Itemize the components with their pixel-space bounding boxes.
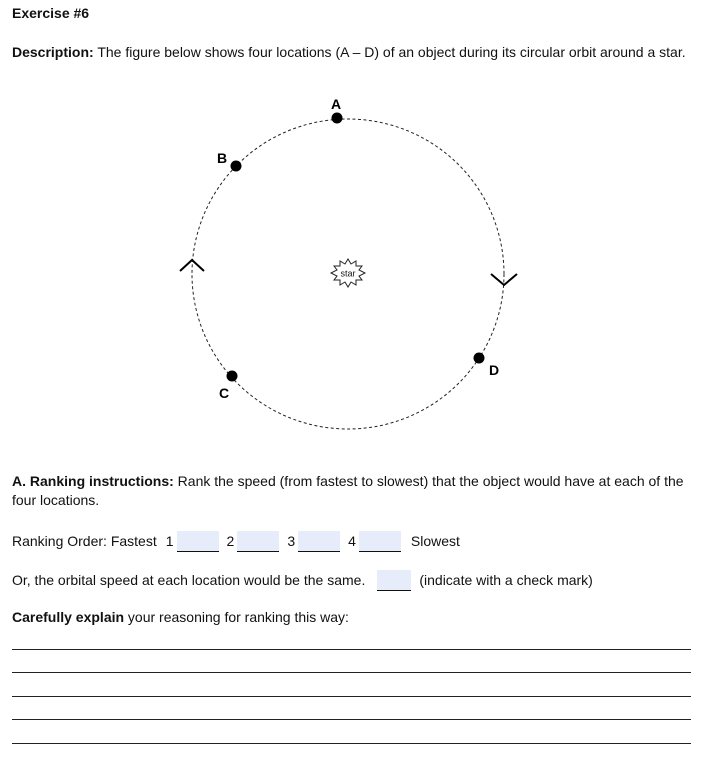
- point-b-label: B: [216, 150, 228, 166]
- answer-line-3[interactable]: [12, 696, 691, 697]
- slot-4-number: 4: [348, 533, 356, 549]
- slot-3-number: 3: [287, 533, 296, 549]
- answer-line-2[interactable]: [12, 672, 691, 673]
- ranking-instructions-label: A. Ranking instructions:: [12, 473, 174, 489]
- answer-line-4[interactable]: [12, 719, 691, 720]
- same-speed-hint: (indicate with a check mark): [419, 572, 593, 588]
- ranking-instructions-text: Rank the speed (from fastest to slowest) that the object would have at each of the four locations.: [12, 473, 684, 508]
- rank-input-3[interactable]: [298, 531, 340, 552]
- description-label: Description:: [12, 44, 94, 60]
- same-speed-text: Or, the orbital speed at each location would be the same.: [12, 572, 366, 588]
- same-speed-row: [12, 569, 593, 591]
- slot-2-number: 2: [226, 533, 235, 549]
- point-a-dot: [332, 113, 343, 124]
- point-a-label: A: [330, 96, 342, 112]
- rank-input-1[interactable]: [177, 531, 219, 552]
- slowest-label: Slowest: [410, 533, 460, 549]
- point-d-label: D: [488, 362, 500, 378]
- explain-prompt: [12, 609, 349, 625]
- ranking-order-row: [12, 530, 460, 552]
- answer-line-1[interactable]: [12, 649, 691, 650]
- ranking-order-label: Ranking Order: Fastest: [12, 533, 157, 549]
- explain-text: your reasoning for ranking this way:: [124, 609, 349, 625]
- rank-input-4[interactable]: [359, 531, 401, 552]
- rank-input-2[interactable]: [237, 531, 279, 552]
- slot-1-number: 1: [165, 533, 174, 549]
- point-b-dot: [231, 161, 242, 172]
- exercise-title: Exercise #6: [12, 5, 90, 21]
- ranking-instructions: [12, 472, 702, 510]
- description: [12, 42, 702, 63]
- point-c-dot: [227, 371, 238, 382]
- point-d-dot: [474, 353, 485, 364]
- point-c-label: C: [218, 385, 230, 401]
- description-text: The figure below shows four locations (A – D) of an object during its circular orbit around a star.: [93, 44, 686, 60]
- answer-line-5[interactable]: [12, 743, 691, 744]
- explain-label: Carefully explain: [12, 609, 125, 625]
- orbit-figure: [0, 90, 724, 450]
- star-label: star: [340, 268, 356, 279]
- same-speed-checkbox[interactable]: [377, 570, 411, 591]
